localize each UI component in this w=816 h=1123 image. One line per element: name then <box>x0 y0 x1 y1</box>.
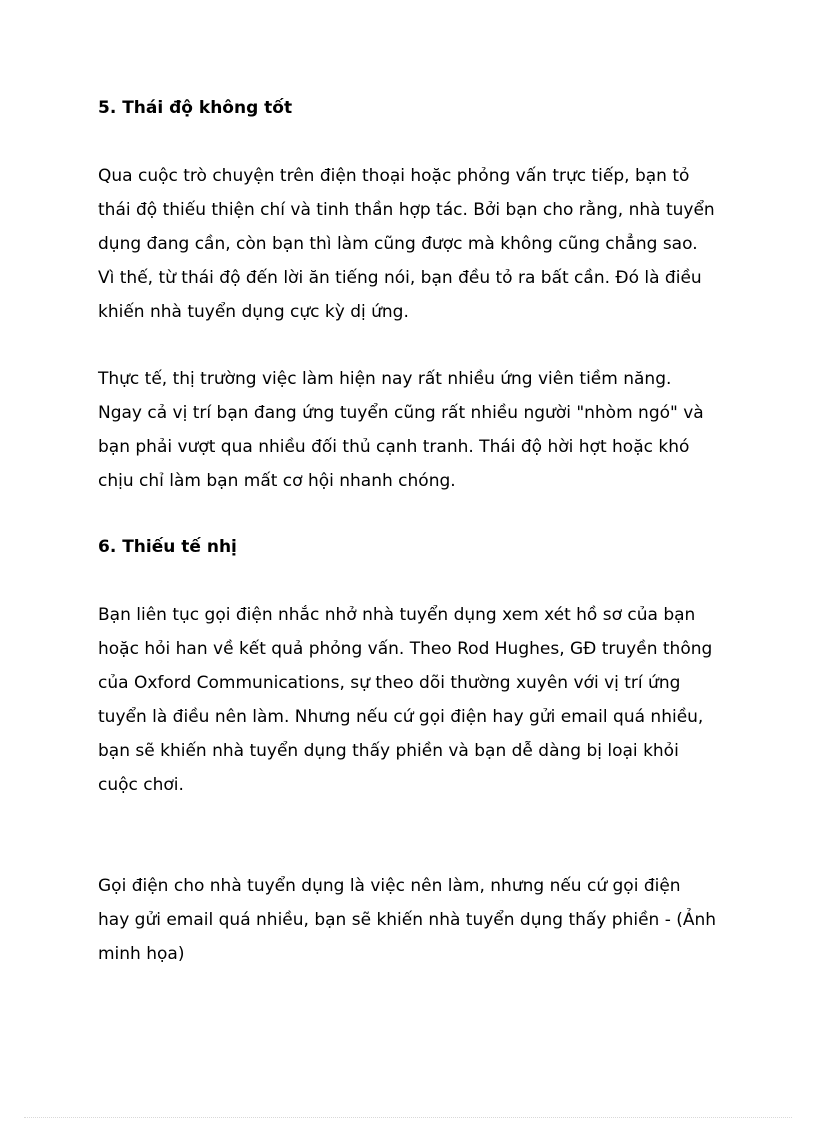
text-line: Bạn liên tục gọi điện nhắc nhở nhà tuyển dụng xem xét hồ sơ của bạn <box>98 605 696 625</box>
text-line: khiến nhà tuyển dụng cực kỳ dị ứng. <box>98 302 409 322</box>
section-heading-tact: 6. Thiếu tế nhị <box>98 537 237 557</box>
text-line: Gọi điện cho nhà tuyển dụng là việc nên làm, nhưng nếu cứ gọi điện <box>98 876 681 896</box>
paragraph-tact-1 <box>98 598 738 802</box>
text-line: dụng đang cần, còn bạn thì làm cũng được mà không cũng chẳng sao. <box>98 234 698 254</box>
paragraph-attitude-1 <box>98 159 738 329</box>
page-bottom-divider <box>24 1117 792 1118</box>
text-line: của Oxford Communications, sự theo dõi thường xuyên với vị trí ứng <box>98 673 681 693</box>
text-line: Qua cuộc trò chuyện trên điện thoại hoặc phỏng vấn trực tiếp, bạn tỏ <box>98 166 690 186</box>
text-line: Vì thế, từ thái độ đến lời ăn tiếng nói, bạn đều tỏ ra bất cần. Đó là điều <box>98 268 702 288</box>
paragraph-attitude-2 <box>98 362 738 498</box>
text-line: thái độ thiếu thiện chí và tinh thần hợp tác. Bởi bạn cho rằng, nhà tuyển <box>98 200 715 220</box>
text-line: Thực tế, thị trường việc làm hiện nay rất nhiều ứng viên tiềm năng. <box>98 369 672 389</box>
text-line: chịu chỉ làm bạn mất cơ hội nhanh chóng. <box>98 471 456 491</box>
text-line: minh họa) <box>98 944 185 964</box>
text-line: cuộc chơi. <box>98 775 184 795</box>
section-heading-attitude: 5. Thái độ không tốt <box>98 98 293 118</box>
text-line: hoặc hỏi han về kết quả phỏng vấn. Theo Rod Hughes, GĐ truyền thông <box>98 639 713 659</box>
image-caption <box>98 869 738 971</box>
text-line: tuyển là điều nên làm. Nhưng nếu cứ gọi điện hay gửi email quá nhiều, <box>98 707 704 727</box>
text-line: Ngay cả vị trí bạn đang ứng tuyển cũng rất nhiều người "nhòm ngó" và <box>98 403 704 423</box>
text-line: bạn phải vượt qua nhiều đối thủ cạnh tranh. Thái độ hời hợt hoặc khó <box>98 437 690 457</box>
text-line: bạn sẽ khiến nhà tuyển dụng thấy phiền và bạn dễ dàng bị loại khỏi <box>98 741 679 761</box>
text-line: hay gửi email quá nhiều, bạn sẽ khiến nhà tuyển dụng thấy phiền - (Ảnh <box>98 910 717 930</box>
